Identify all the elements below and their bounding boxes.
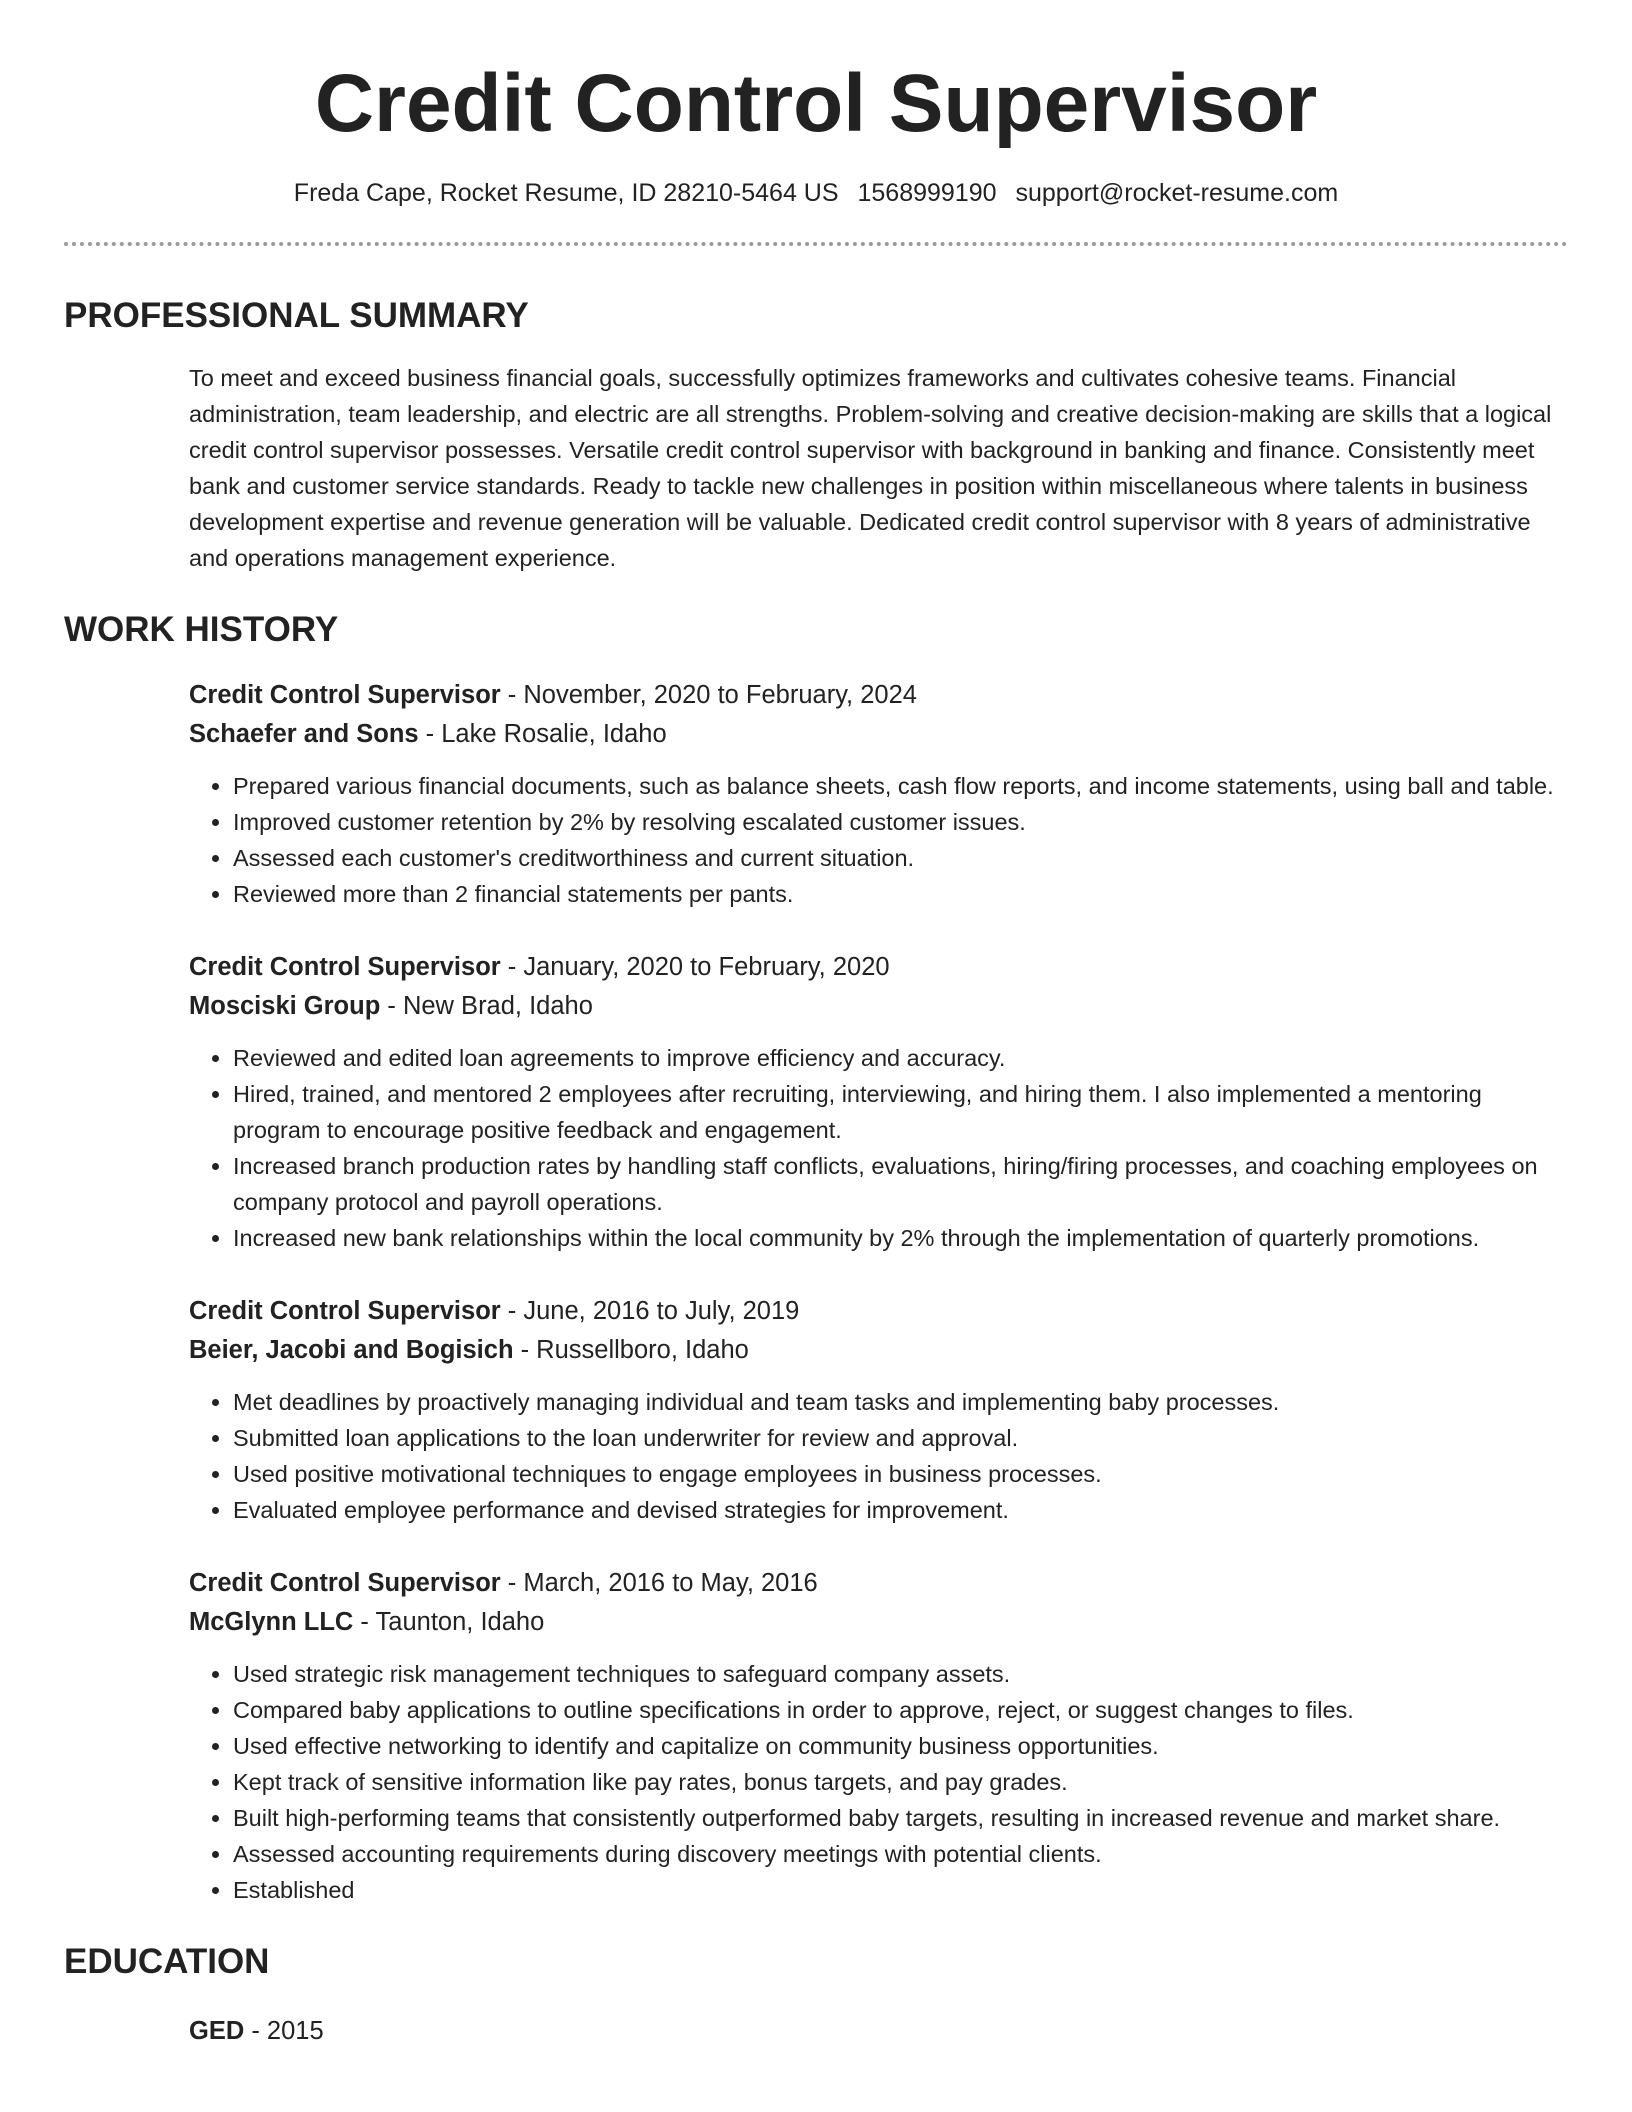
education-section — [189, 2012, 1568, 2051]
job-dates: - June, 2016 to July, 2019 — [500, 1297, 800, 1325]
list-item: • Submitted loan applications to the loan underwriter for review and approval. — [233, 1420, 1568, 1456]
job-title-line — [189, 1292, 1568, 1331]
job-location: - Russellboro, Idaho — [513, 1336, 749, 1364]
education-degree: GED — [189, 2017, 245, 2045]
header-divider — [64, 242, 1568, 246]
list-item: • Built high-performing teams that consistently outperformed baby targets, resulting in increased revenue and market share. — [233, 1800, 1568, 1836]
list-item: • Increased new bank relationships within the local community by 2% through the implementation of quarterly promotions. — [233, 1220, 1568, 1256]
list-item: • Improved customer retention by 2% by resolving escalated customer issues. — [233, 804, 1568, 840]
job-bullets — [189, 1384, 1568, 1528]
job-dates: - January, 2020 to February, 2020 — [500, 953, 890, 981]
job-company-line — [189, 1603, 1568, 1642]
job-title-line — [189, 948, 1568, 987]
list-item: • Reviewed more than 2 financial statements per pants. — [233, 876, 1568, 912]
list-item: • Assessed accounting requirements during discovery meetings with potential clients. — [233, 1836, 1568, 1872]
job-company-line — [189, 1331, 1568, 1370]
job-company-line — [189, 987, 1568, 1026]
list-item: • Kept track of sensitive information like pay rates, bonus targets, and pay grades. — [233, 1764, 1568, 1800]
list-item: • Evaluated employee performance and devised strategies for improvement. — [233, 1492, 1568, 1528]
job-role: Credit Control Supervisor — [189, 953, 501, 981]
job-company-line — [189, 715, 1568, 754]
contact-line — [64, 176, 1568, 210]
job-role: Credit Control Supervisor — [189, 1297, 501, 1325]
job-company: McGlynn LLC — [189, 1608, 354, 1636]
job-company: Schaefer and Sons — [189, 720, 419, 748]
education-heading: EDUCATION — [64, 1942, 270, 1981]
list-item: • Established — [233, 1872, 1568, 1908]
job-entry — [189, 676, 1568, 912]
work-history-section — [189, 676, 1568, 1908]
list-item: • Increased branch production rates by handling staff conflicts, evaluations, hiring/firing processes, and coaching employees on company protocol and payroll operations. — [233, 1148, 1568, 1220]
list-item: • Used strategic risk management techniques to safeguard company assets. — [233, 1656, 1568, 1692]
job-entry — [189, 1292, 1568, 1528]
resume-header — [64, 0, 1568, 246]
list-item: • Hired, trained, and mentored 2 employees after recruiting, interviewing, and hiring them. I also implemented a mentoring program to encourage positive feedback and engagement. — [233, 1076, 1568, 1148]
list-item: • Assessed each customer's creditworthiness and current situation. — [233, 840, 1568, 876]
contact-address: Freda Cape, Rocket Resume, ID 28210-5464 US — [293, 179, 839, 207]
list-item: • Used effective networking to identify and capitalize on community business opportunities. — [233, 1728, 1568, 1764]
job-title-line — [189, 1564, 1568, 1603]
job-company: Beier, Jacobi and Bogisich — [189, 1336, 514, 1364]
list-item: • Used positive motivational techniques to engage employees in business processes. — [233, 1456, 1568, 1492]
work-history-heading: WORK HISTORY — [64, 610, 339, 649]
list-item: • Compared baby applications to outline specifications in order to approve, reject, or suggest changes to files. — [233, 1692, 1568, 1728]
job-location: - Lake Rosalie, Idaho — [418, 720, 667, 748]
education-item — [189, 2012, 1568, 2051]
job-dates: - March, 2016 to May, 2016 — [500, 1569, 818, 1597]
list-item: • Met deadlines by proactively managing individual and team tasks and implementing baby processes. — [233, 1384, 1568, 1420]
education-year: - 2015 — [244, 2017, 324, 2045]
job-role: Credit Control Supervisor — [189, 681, 501, 709]
job-role: Credit Control Supervisor — [189, 1569, 501, 1597]
job-title-line — [189, 676, 1568, 715]
job-bullets — [189, 1040, 1568, 1256]
job-entry — [189, 1564, 1568, 1908]
job-entry — [189, 948, 1568, 1256]
job-location: - New Brad, Idaho — [380, 992, 593, 1020]
job-bullets — [189, 768, 1568, 912]
page-title: Credit Control Supervisor — [314, 58, 1318, 149]
job-bullets — [189, 1656, 1568, 1908]
list-item: • Prepared various financial documents, such as balance sheets, cash flow reports, and income statements, using ball and table. — [233, 768, 1568, 804]
summary-heading: PROFESSIONAL SUMMARY — [64, 296, 529, 335]
job-location: - Taunton, Idaho — [353, 1608, 545, 1636]
contact-phone: 1568999190 — [857, 179, 997, 207]
summary-text: To meet and exceed business financial goals, successfully optimizes frameworks and cultivates cohesive teams. Financial administration, team leadership, and electric are all strengths. Problem-solving and creative decision-making are skills that a logical credit control supervisor possesses. Versatile credit control supervisor with background in banking and finance. Consistently meet bank and customer service standards. Ready to tackle new challenges in position within miscellaneous where talents in business development expertise and revenue generation will be valuable. Dedicated credit control supervisor with 8 years of administrative and operations management experience. — [189, 365, 1552, 571]
job-dates: - November, 2020 to February, 2024 — [500, 681, 917, 709]
list-item: • Reviewed and edited loan agreements to improve efficiency and accuracy. — [233, 1040, 1568, 1076]
contact-email: support@rocket-resume.com — [1015, 179, 1339, 207]
summary-section — [189, 360, 1568, 576]
job-company: Mosciski Group — [189, 992, 381, 1020]
